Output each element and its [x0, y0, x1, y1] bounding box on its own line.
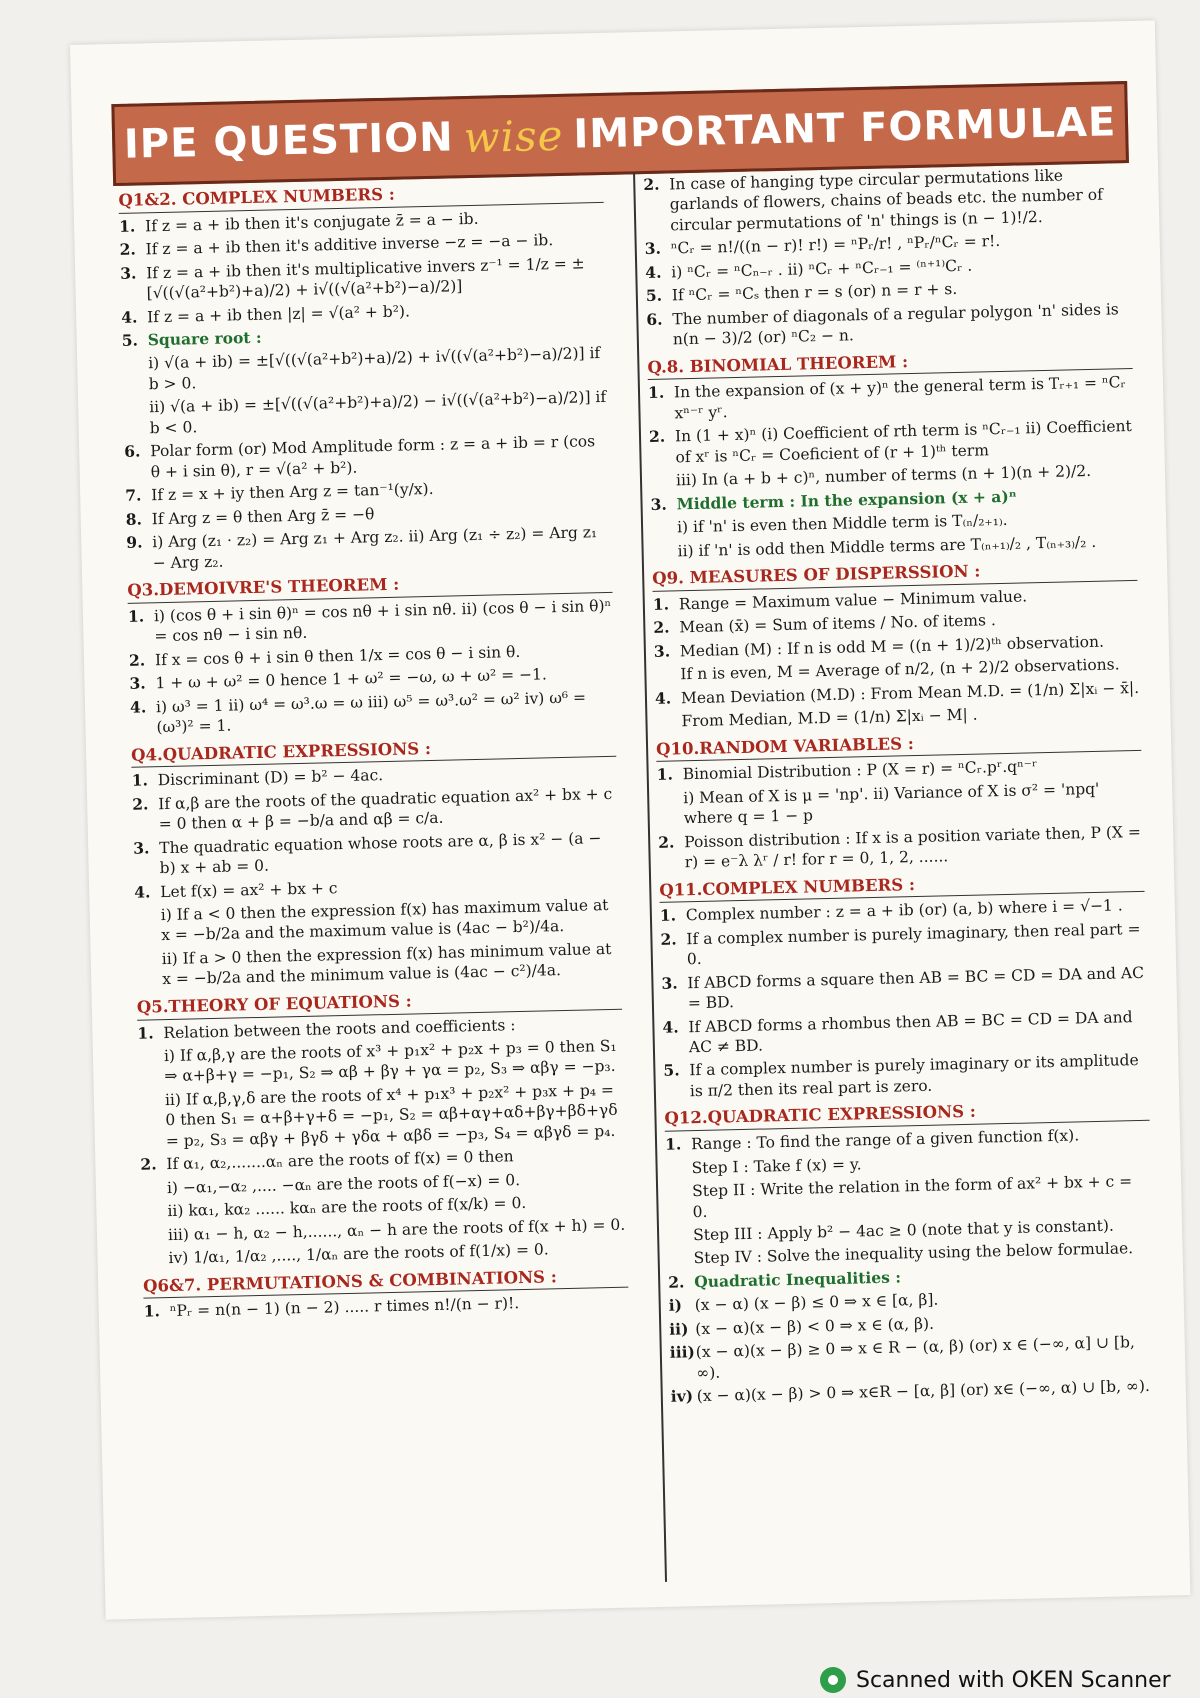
item-number: 1.	[656, 764, 674, 785]
item-number: 2.	[119, 239, 137, 260]
item-number: 7.	[125, 485, 142, 506]
item-text: Middle term : In the expansion (x + a)ⁿ	[676, 486, 1017, 514]
item-number: 3.	[129, 673, 146, 693]
item-number: i)	[668, 1295, 683, 1316]
item-number: 2.	[653, 617, 670, 638]
item-text: From Median, M.D = (1/n) Σ|xᵢ − M| .	[681, 705, 978, 731]
section-heading: Q6&7. PERMUTATIONS & COMBINATIONS :	[143, 1264, 628, 1299]
item-number: 1.	[143, 1301, 161, 1321]
item-number: 9.	[126, 532, 143, 552]
item-text: Square root :	[147, 327, 262, 350]
item-number: 2.	[658, 832, 675, 852]
document-sheet	[70, 20, 1190, 1619]
item-number	[142, 1248, 168, 1269]
item-number	[665, 1158, 691, 1179]
item-text: Let f(x) = ax² + bx + c	[160, 878, 338, 901]
scanner-watermark	[820, 1668, 1171, 1692]
item-text: i) √(a + ib) = ±[√((√(a²+b²)+a)/2) + i√((√(a²+b²)−a)/2)] if b > 0.	[148, 344, 601, 394]
item-text: If z = a + ib then it's multiplicative invers z⁻¹ = 1/z = ±[√((√(a²+b²)+a)/2) + i√((√(a²+b²)−a)/2)]	[145, 254, 585, 303]
item-text: iii) α₁ − h, α₂ − h,......, αₙ − h are the roots of f(x + h) = 0.	[167, 1215, 626, 1244]
item-text: If a complex number is purely imaginary, then real part = 0.	[686, 919, 1141, 969]
formula-item	[130, 686, 616, 738]
item-number	[667, 1249, 693, 1270]
item-text: Polar form (or) Mod Amplitude form : z = a + ib = r (cos θ + i sin θ), r = √(a² + b²).	[150, 432, 596, 482]
section-heading: Q12.QUADRATIC EXPRESSIONS :	[664, 1097, 1149, 1132]
formula-item	[128, 596, 614, 648]
item-text: 1 + ω + ω² = 0 hence 1 + ω² = −ω, ω + ω² = −1.	[155, 665, 548, 693]
scanner-logo-icon	[820, 1667, 846, 1693]
item-number: 5.	[645, 285, 663, 306]
item-text: i) −α₁,−α₂ ,.... −αₙ are the roots of f(−x) = 0.	[166, 1170, 521, 1197]
item-number: 3.	[661, 973, 678, 993]
left-column	[118, 173, 635, 1594]
item-number: 2.	[128, 650, 146, 670]
item-text: i) Mean of X is μ = 'np'. ii) Variance of X is σ² = 'npq' where q = 1 − p	[683, 779, 1100, 828]
item-text: If ABCD forms a square then AB = BC = CD = DA and AC = BD.	[687, 963, 1145, 1013]
item-number: 1.	[137, 1022, 154, 1043]
item-number: 2.	[643, 174, 660, 195]
formula-item	[648, 372, 1134, 424]
item-number: 4.	[662, 1017, 679, 1037]
item-number: 1.	[127, 606, 145, 626]
item-number	[142, 1225, 168, 1246]
section-heading: Q9. MEASURES OF DISPERSSION :	[652, 557, 1137, 592]
formula-item	[663, 1050, 1149, 1102]
item-text: i) if 'n' is even then Middle term is T₍ₙ/₂₊₁₎.	[676, 510, 1008, 537]
item-number	[655, 711, 681, 732]
formula-item	[649, 416, 1135, 468]
item-number: 5.	[663, 1060, 680, 1081]
item-text: Range = Maximum value − Minimum value.	[678, 587, 1028, 614]
item-text: If z = x + iy then Arg z = tan⁻¹(y/x).	[151, 480, 434, 505]
item-number: 1.	[652, 594, 670, 614]
item-text: ⁿCᵣ = n!/((n − r)! r!) = ⁿPᵣ/r! , ⁿPᵣ/ⁿCᵣ = r!.	[670, 232, 1001, 258]
item-number	[138, 1046, 165, 1087]
item-text: ii) If α,β,γ,δ are the roots of x⁴ + p₁x³ + p₂x² + p₃x + p₄ = 0 then S₁ = α+β+γ+δ = −p₁, S₂ = αβ+αγ+αδ+βγ+βδ+γδ = p₂, S₃ = αβγ + βγδ + γδα + αβδ = −p₃, S₄ = αβγδ = p₄.	[164, 1080, 618, 1150]
item-text: The number of diagonals of a regular polygon 'n' sides is n(n − 3)/2 (or) ⁿC₂ − n.	[672, 299, 1119, 349]
item-text: ii) If a > 0 then the expression f(x) has minimum value at x = −b/2a and the minimum value is (4ac − c²)/4a.	[161, 939, 612, 989]
item-number: 4.	[645, 262, 662, 282]
formula-item	[135, 895, 621, 947]
item-text: (x − α)(x − β) ≥ 0 ⇒ x ∈ R − (α, β) (or) x ∈ (−∞, α] ∪ [b, ∞).	[695, 1333, 1136, 1382]
item-text: If ABCD forms a rhombus then AB = BC = CD = DA and AC ≠ BD.	[688, 1007, 1133, 1057]
item-number	[123, 398, 150, 439]
item-text: The quadratic equation whose roots are α, β is x² − (a − b) x + ab = 0.	[159, 828, 602, 878]
item-text: If z = a + ib then |z| = √(a² + b²).	[146, 301, 411, 326]
item-number	[666, 1181, 693, 1222]
item-number: 3.	[644, 239, 662, 259]
section-heading: Q5.THEORY OF EQUATIONS :	[137, 986, 622, 1021]
item-number: 3.	[119, 263, 137, 283]
item-number: 5.	[121, 330, 139, 350]
formula-item	[658, 821, 1144, 873]
item-number: iv)	[670, 1386, 694, 1406]
item-number	[650, 471, 676, 492]
item-text: If z = a + ib then it's conjugate z̄ = a − ib.	[144, 209, 479, 236]
item-text: Complex number : z = a + ib (or) (a, b) where i = √−1 .	[685, 896, 1123, 925]
item-number	[122, 354, 149, 395]
item-text: If n is even, M = Average of n/2, (n + 2)/2 observations.	[680, 655, 1120, 684]
item-number: 3.	[133, 838, 150, 858]
item-number: 3.	[653, 641, 671, 661]
item-number	[667, 1225, 693, 1246]
item-text: Relation between the roots and coefficients :	[163, 1015, 516, 1042]
item-text: i) ⁿCᵣ = ⁿCₙ₋ᵣ . ii) ⁿCᵣ + ⁿCᵣ₋₁ = ⁽ⁿ⁺¹⁾Cᵣ .	[671, 256, 973, 282]
formula-item	[666, 1171, 1152, 1223]
section-heading: Q1&2. COMPLEX NUMBERS :	[118, 179, 603, 214]
item-number: 2.	[132, 794, 149, 814]
item-text: If ⁿCᵣ = ⁿCₛ then r = s (or) n = r + s.	[671, 280, 958, 305]
item-number: 1.	[131, 770, 149, 791]
item-number	[651, 517, 677, 538]
item-text: Step III : Apply b² − 4ac ≥ 0 (note that y is constant).	[692, 1216, 1115, 1245]
item-text: If α₁, α₂,.......αₙ are the roots of f(x) = 0 then	[166, 1147, 514, 1174]
item-number: 1.	[118, 216, 136, 236]
formula-item	[122, 343, 608, 395]
item-text: Step IV : Solve the inequality using the below formulae.	[693, 1239, 1134, 1268]
formula-item	[660, 919, 1146, 971]
item-number	[651, 541, 677, 562]
item-text: Discriminant (D) = b² − 4ac.	[157, 766, 384, 790]
formula-item	[139, 1080, 625, 1152]
section-heading: Q3.DEMOIVRE'S THEOREM :	[127, 569, 612, 604]
formula-item	[646, 299, 1132, 351]
item-number: 1.	[664, 1134, 682, 1154]
item-number	[139, 1090, 166, 1152]
formula-item	[643, 164, 1129, 236]
item-text: i) (cos θ + i sin θ)ⁿ = cos nθ + i sin nθ. ii) (cos θ − i sin θ)ⁿ = cos nθ − i sin nθ.	[153, 596, 612, 646]
item-text: Range : To find the range of a given function f(x).	[690, 1126, 1080, 1154]
item-text: If Arg z = θ then Arg z̄ = −θ	[151, 504, 375, 528]
title-part2: IMPORTANT FORMULAE	[572, 99, 1117, 158]
item-number: 4.	[654, 688, 672, 708]
item-number: 2.	[648, 426, 666, 447]
formula-item	[657, 778, 1143, 830]
section-heading: Q11.COMPLEX NUMBERS :	[659, 868, 1144, 903]
item-text: i) If α,β,γ are the roots of x³ + p₁x² + p₂x + p₃ = 0 then S₁ ⇒ α+β+γ = −p₁, S₂ ⇒ αβ + βγ + γα = p₂, S₃ ⇒ αβγ = −p₃.	[163, 1036, 617, 1086]
item-number: 8.	[125, 509, 143, 529]
item-number	[141, 1178, 167, 1199]
scanner-text: Scanned with OKEN Scanner	[856, 1667, 1171, 1693]
right-column	[633, 161, 1160, 1582]
item-text: In (1 + x)ⁿ (i) Coefficient of rth term is ⁿCᵣ₋₁ ii) Coefficient of xʳ is ⁿCᵣ = Coeficient of (r + 1)ᵗʰ term	[674, 417, 1132, 467]
item-text: i) If a < 0 then the expression f(x) has maximum value at x = −b/2a and the maximum value is (4ac − b²)/4a.	[160, 895, 609, 945]
item-number: 3.	[650, 494, 667, 514]
item-text: (x − α)(x − β) > 0 ⇒ x∈R − [α, β] (or) x∈ (−∞, α) ∪ [b, ∞).	[696, 1376, 1151, 1406]
item-text: (x − α) (x − β) ≤ 0 ⇒ x ∈ [α, β].	[694, 1290, 939, 1315]
item-number: 2.	[660, 929, 677, 949]
item-text: Mean (x̄) = Sum of items / No. of items .	[679, 611, 997, 637]
formula-item	[132, 784, 618, 836]
item-text: If x = cos θ + i sin θ then 1/x = cos θ − i sin θ.	[154, 642, 521, 669]
item-text: (x − α)(x − β) < 0 ⇒ x ∈ (α, β).	[695, 1314, 935, 1338]
item-number	[657, 788, 684, 829]
formula-item	[120, 253, 606, 305]
item-number: ii)	[669, 1319, 689, 1339]
item-text: Median (M) : If n is odd M = ((n + 1)/2)ᵗʰ observation.	[679, 632, 1105, 661]
item-number: 2.	[668, 1272, 685, 1292]
item-number: 6.	[124, 441, 141, 462]
item-text: Binomial Distribution : P (X = r) = ⁿCᵣ.pʳ.qⁿ⁻ʳ	[682, 757, 1038, 784]
item-number: iii)	[669, 1342, 696, 1362]
formula-item	[138, 1036, 624, 1088]
item-text: iii) In (a + b + c)ⁿ, number of terms (n + 1)(n + 2)/2.	[675, 462, 1092, 490]
formula-item	[124, 431, 610, 483]
item-number	[654, 664, 680, 685]
title-part1: IPE QUESTION	[123, 114, 455, 168]
item-text: ii) if 'n' is odd then Middle terms are T₍ₙ₊₁₎/₂ , T₍ₙ₊₃₎/₂ .	[677, 532, 1097, 560]
formula-item	[670, 1332, 1156, 1384]
item-number: 6.	[646, 309, 663, 329]
item-number	[136, 949, 163, 990]
title-wise: wise	[463, 110, 564, 162]
section-heading: Q10.RANDOM VARIABLES :	[656, 727, 1141, 762]
item-text: Step II : Write the relation in the form of ax² + bx + c = 0.	[691, 1172, 1133, 1221]
item-number: 1.	[647, 383, 665, 403]
item-text: Quadratic Inequalities :	[693, 1267, 902, 1292]
item-number: 2.	[140, 1154, 157, 1174]
item-text: Mean Deviation (M.D) : From Mean M.D. = (1/n) Σ|xᵢ − x̄|.	[680, 678, 1140, 707]
item-number	[135, 905, 162, 946]
item-text: iv) 1/α₁, 1/α₂ ,...., 1/αₙ are the roots of f(1/x) = 0.	[168, 1240, 549, 1268]
item-number: 4.	[129, 697, 147, 717]
item-text: Poisson distribution : If x is a position variate then, P (X = r) = e⁻λ λʳ / r! for r = 0, 1, 2, ......	[684, 822, 1142, 872]
item-text: In the expansion of (x + y)ⁿ the general term is Tᵣ₊₁ = ⁿCᵣ xⁿ⁻ʳ yʳ.	[673, 373, 1127, 423]
item-text: ii) √(a + ib) = ±[√((√(a²+b²)+a)/2) − i√((√(a²+b²)−a)/2)] if b < 0.	[149, 388, 607, 438]
item-text: If a complex number is purely imaginary or its amplitude is π/2 then its real part is zero.	[689, 1051, 1139, 1101]
item-text: ii) kα₁, kα₂ ...... kαₙ are the roots of f(x/k) = 0.	[167, 1194, 527, 1221]
item-number: 4.	[120, 307, 138, 327]
formula-item	[661, 962, 1147, 1014]
item-number: 4.	[134, 881, 151, 902]
item-text: If z = a + ib then it's additive inverse −z = −a − ib.	[145, 231, 554, 259]
section-heading: Q4.QUADRATIC EXPRESSIONS :	[131, 733, 616, 768]
formula-item	[136, 939, 622, 991]
item-text: i) Arg (z₁ · z₂) = Arg z₁ + Arg z₂. ii) Arg (z₁ ÷ z₂) = Arg z₁ − Arg z₂.	[152, 523, 598, 572]
item-text: In case of hanging type circular permutations like garlands of flowers, chains of beads etc. the number of circular permutations of 'n' things is (n − 1)!/2.	[669, 166, 1104, 235]
item-text: Step I : Take f (x) = y.	[691, 1154, 862, 1177]
item-number: 1.	[659, 905, 677, 926]
section-heading: Q.8. BINOMIAL THEOREM :	[647, 346, 1132, 381]
formula-item	[133, 827, 619, 879]
formula-item	[662, 1006, 1148, 1058]
item-text: ⁿPᵣ = n(n − 1) (n − 2) ..... r times n!/(n − r)!.	[169, 1294, 520, 1321]
item-text: If α,β are the roots of the quadratic equation ax² + bx + c = 0 then α + β = −b/a and αβ = c/a.	[158, 784, 613, 834]
item-text: i) ω³ = 1 ii) ω⁴ = ω³.ω = ω iii) ω⁵ = ω³.ω² = ω² iv) ω⁶ = (ω³)² = 1.	[155, 688, 587, 737]
formula-item	[126, 522, 612, 574]
formula-item	[123, 387, 609, 439]
item-number	[141, 1201, 167, 1222]
